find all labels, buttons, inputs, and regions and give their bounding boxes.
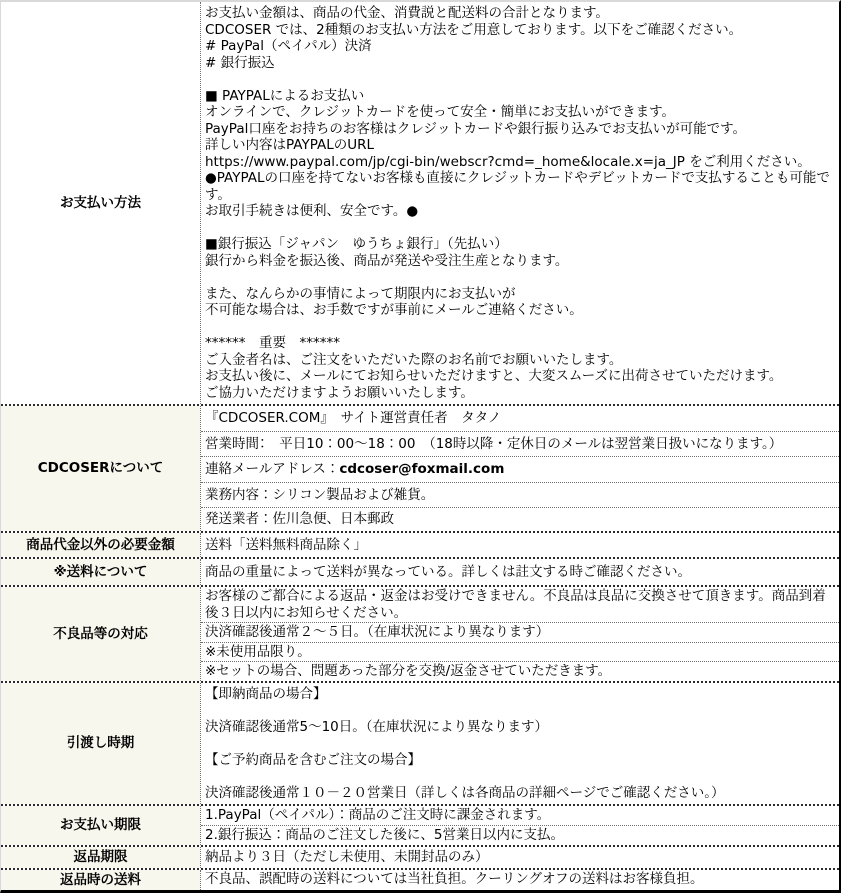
- text-line: [205, 220, 836, 237]
- contact-email-value: cdcoser@foxmail.com: [339, 461, 505, 478]
- section-delivery-time: [1, 681, 839, 805]
- defective-exchange-period-row: [201, 622, 839, 642]
- text-line: お支払い後に、メールにてお知らせいただけますと、大変スムーズに出荷させていただけます。: [205, 368, 783, 384]
- defective-unused-only-text: ※未使用品限り。: [205, 643, 311, 660]
- text-line: [205, 269, 836, 286]
- section-content-payment-deadline: [200, 806, 839, 845]
- defective-set-policy-row: [201, 661, 839, 681]
- delivery-time-text: [201, 683, 839, 805]
- section-return-shipping-cost: [1, 868, 839, 891]
- section-content-payment-method: [200, 2, 839, 404]
- section-content-about-cdcoser: [200, 406, 839, 531]
- text-line: # 銀行振込: [205, 54, 275, 71]
- section-payment-deadline: [1, 804, 839, 845]
- text-line: 【ご予約商品を含むご注文の場合】: [205, 751, 421, 768]
- text-line: # PayPal（ペイパル）決済: [205, 38, 372, 54]
- section-content-defective-items: [200, 587, 839, 681]
- return-deadline-text: 納品より３日（ただし未使用、未開封品のみ）: [205, 848, 489, 865]
- row-label-payment-deadline: お支払い期限: [1, 806, 200, 845]
- text-line: 銀行から料金を振込後、商品が発送や受注生産となります。: [205, 252, 569, 269]
- defective-set-policy-text: ※セットの場合、問題あった部分を交換/返金させていただきます。: [205, 663, 612, 679]
- shipping-carrier-row: [201, 507, 839, 531]
- row-label-delivery-time: 引渡し時期: [1, 683, 200, 805]
- text-line: お取引手続きは便利、安全です。●: [205, 203, 419, 219]
- extra-fees-row: [201, 533, 839, 557]
- payment-method-text: [201, 2, 839, 404]
- site-operator-text: 『CDCOSER.COM』 サイト運営責任者 タタノ: [205, 410, 502, 427]
- text-line: ●PAYPALの口座を持てないお客様も直接にクレジットカードやデビットカードで支払することも可能です。: [205, 170, 830, 203]
- text-line: CDCOSER では、2種類のお支払い方法をご用意しております。以下をご確認ください。: [205, 21, 743, 38]
- return-shipping-cost-row: [201, 870, 839, 889]
- row-label-return-shipping-cost: 返品時の送料: [1, 870, 200, 891]
- payment-deadline-paypal-text: 1.PayPal（ペイパル）：商品のご注文時に課金されます。: [205, 807, 551, 824]
- section-content-delivery-time: [200, 683, 839, 805]
- business-description-text: 業務内容：シリコン製品および雑貨。: [205, 486, 435, 503]
- text-line: ■ PAYPALによるお支払い: [205, 87, 365, 104]
- return-shipping-cost-text: 不良品、誤配時の送料については当社負担。クーリングオフの送料はお客様負担。: [205, 870, 704, 887]
- text-line: ■銀行振込「ジャパン ゆうちょ銀行」（先払い）: [205, 236, 508, 252]
- text-line: [205, 735, 836, 752]
- row-label-payment-method: お支払い方法: [1, 2, 200, 404]
- section-payment-method: [1, 2, 839, 404]
- text-line: [205, 319, 836, 336]
- section-shipping-fee: [1, 557, 839, 585]
- business-hours-text: 営業時間： 平日10：00～18：00 （18時以降・定休日のメールは翌営業日扱いになります。）: [205, 435, 783, 452]
- extra-fees-text: 送料「送料無料商品除く」: [205, 536, 367, 553]
- text-line: [205, 702, 836, 719]
- section-content-return-deadline: [200, 847, 839, 868]
- defective-exchange-period-text: 決済確認後通常２～５日。（在庫状況により異なります）: [205, 624, 550, 640]
- row-label-about-cdcoser: CDCOSERについて: [1, 406, 200, 531]
- row-label-extra-fees: 商品代金以外の必要金額: [1, 533, 200, 557]
- section-defective-items: [1, 585, 839, 681]
- row-label-shipping-fee: ※送料について: [1, 559, 200, 585]
- shipping-fee-row: [201, 559, 839, 585]
- payment-deadline-bank-row: [201, 825, 839, 845]
- text-line: 決済確認後通常5～10日。（在庫状況により異なります）: [205, 718, 549, 735]
- section-return-deadline: [1, 845, 839, 868]
- text-line: https://www.paypal.com/jp/cgi-bin/webscr?cmd=_home&locale.x=ja_JP をご利用ください。: [205, 153, 811, 170]
- text-line: [205, 768, 836, 785]
- text-line: ご協力いただけますようお願いいたします。: [205, 384, 474, 401]
- row-label-defective-items: 不良品等の対応: [1, 587, 200, 681]
- text-line: 不可能な場合は、お手数ですが事前にメールご連絡ください。: [205, 302, 583, 318]
- text-line: [205, 71, 836, 88]
- payment-deadline-paypal-row: [201, 806, 839, 825]
- text-line: また、なんらかの事情によって期限内にお支払いが: [205, 285, 516, 302]
- business-description-row: [201, 482, 839, 507]
- defective-policy-row: [201, 587, 839, 622]
- text-line: 詳しい内容はPAYPALのURL: [205, 137, 375, 153]
- text-line: PayPal口座をお持ちのお客様はクレジットカードや銀行振り込みでお支払いが可能です。: [205, 120, 747, 137]
- text-line: ****** 重要 ******: [205, 335, 340, 351]
- payment-deadline-bank-text: 2.銀行振込：商品のご注文した後に、5営業日以内に支払。: [205, 827, 564, 843]
- section-extra-fees: [1, 531, 839, 557]
- text-line: オンラインで、クレジットカードを使って安全・簡単にお支払いができます。: [205, 104, 676, 120]
- return-deadline-row: [201, 847, 839, 868]
- section-content-return-shipping-cost: [200, 870, 839, 891]
- section-content-shipping-fee: [200, 559, 839, 585]
- shipping-fee-text: 商品の重量によって送料が異なっている。詳しくは註文する時ご確認ください。: [205, 563, 691, 580]
- business-hours-row: [201, 431, 839, 456]
- section-content-extra-fees: [200, 533, 839, 557]
- defective-unused-only-row: [201, 642, 839, 662]
- section-about-cdcoser: [1, 404, 839, 531]
- text-line: 【即納商品の場合】: [205, 685, 327, 702]
- contact-email-label: 連絡メールアドレス：: [205, 461, 340, 478]
- shipping-carrier-text: 発送業者：佐川急便、日本郵政: [205, 511, 394, 528]
- text-line: 決済確認後通常１０－２０営業日（詳しくは各商品の詳細ページでご確認ください。）: [205, 784, 725, 801]
- text-line: ご入金者名は、ご注文をいただいた際のお名前でお願いいたします。: [205, 351, 623, 368]
- site-operator-row: [201, 406, 839, 431]
- text-line: お支払い金額は、商品の代金、消費説と配送料の合計となります。: [205, 5, 609, 21]
- contact-email-row: [201, 456, 839, 482]
- row-label-return-deadline: 返品期限: [1, 847, 200, 868]
- defective-policy-text: お客様のご都合による返品・返金はお受けできません。不良品は良品に交換させて頂きます。商品到着後３日以内にお知らせください。: [205, 588, 826, 621]
